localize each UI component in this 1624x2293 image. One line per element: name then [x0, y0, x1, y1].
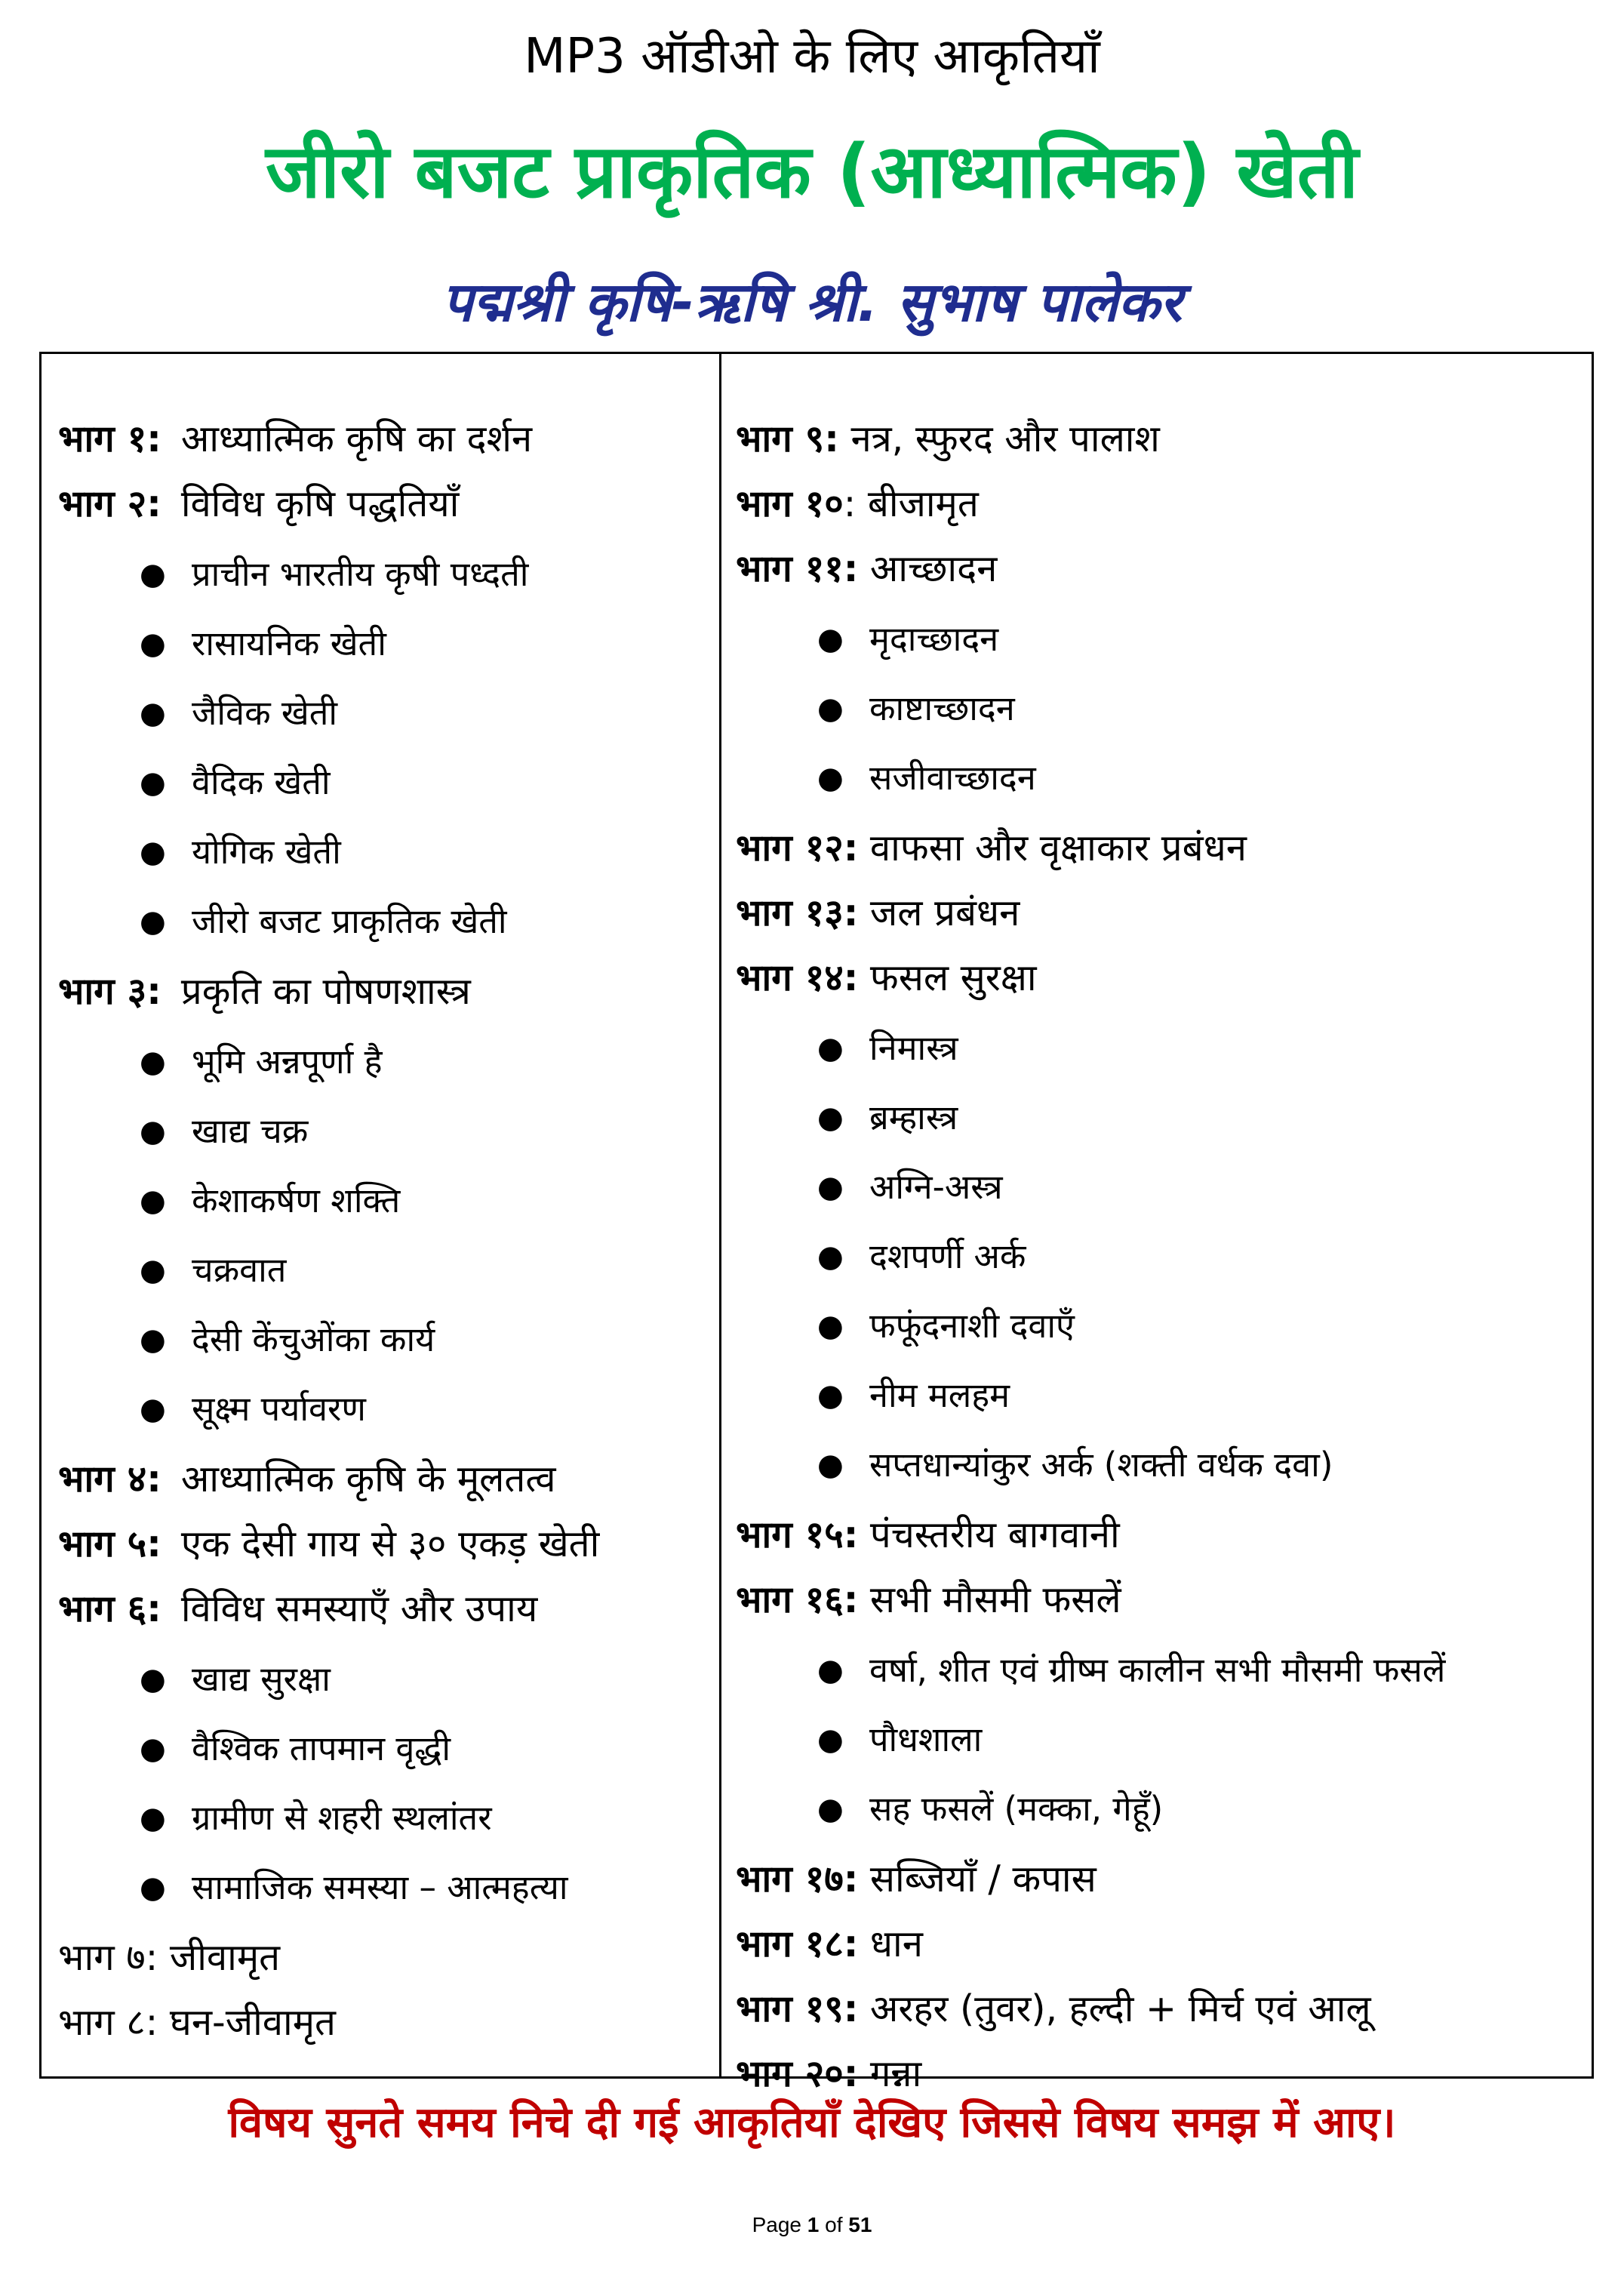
- bullet-icon: ●: [817, 1100, 844, 1135]
- list-item: ● जीरो बजट प्राकृतिक खेती: [58, 887, 707, 956]
- list-item: ● ब्रम्हास्त्र: [736, 1083, 1581, 1153]
- part-16: भाग १६: सभी मौसमी फसलें: [736, 1578, 1121, 1621]
- bullet-icon: ●: [140, 1253, 166, 1288]
- bullet-icon: ●: [140, 835, 166, 869]
- bullet-icon: ●: [140, 696, 166, 731]
- list-item: ● खाद्य चक्र: [58, 1097, 707, 1166]
- bullet-icon: ●: [817, 1309, 844, 1343]
- list-item: ● सजीवाच्छादन: [736, 743, 1581, 813]
- list-item: ● काष्टाच्छादन: [736, 674, 1581, 743]
- list-item: ● वैदिक खेती: [58, 748, 707, 817]
- bullet-icon: ●: [140, 765, 166, 800]
- list-item: ● ग्रामीण से शहरी स्थलांतर: [58, 1784, 707, 1853]
- part-3-subitems: [58, 1027, 707, 1444]
- list-item: ● रासायनिक खेती: [58, 609, 707, 679]
- list-item: ● योगिक खेती: [58, 817, 707, 887]
- list-item: ● निमास्त्र: [736, 1014, 1581, 1083]
- part-5: भाग ५: एक देसी गाय से ३० एकड़ खेती: [58, 1522, 600, 1565]
- toc-right-column: [736, 407, 1581, 2107]
- bullet-icon: ●: [140, 904, 166, 939]
- page-number: Page 1 of 51: [752, 2213, 872, 2236]
- part-10: भाग १०: बीजामृत: [736, 482, 979, 525]
- list-item: ● खाद्य सुरक्षा: [58, 1645, 707, 1714]
- part-6: भाग ६: विविध समस्याएँ और उपाय: [58, 1587, 538, 1630]
- list-item: ● प्राचीन भारतीय कृषी पध्दती: [58, 540, 707, 609]
- part-20: भाग २०: गन्ना: [736, 2052, 922, 2095]
- list-item: ● भूमि अन्नपूर्णा है: [58, 1027, 707, 1097]
- top-title: MP3 ऑडीओ के लिए आकृतियाँ: [524, 29, 1100, 85]
- part-3: भाग ३: प्रकृति का पोषणशास्त्र: [58, 970, 471, 1013]
- bullet-icon: ●: [817, 1170, 844, 1205]
- list-item: ● जैविक खेती: [58, 679, 707, 748]
- list-item: ● अग्नि-अस्त्र: [736, 1153, 1581, 1222]
- bullet-icon: ●: [140, 1045, 166, 1079]
- list-item: ● सप्तधान्यांकुर अर्क (शक्ती वर्धक दवा): [736, 1430, 1581, 1500]
- toc-box: [39, 352, 1594, 2095]
- list-item: ● चक्रवात: [58, 1236, 707, 1305]
- list-item: ● पौधशाला: [736, 1705, 1581, 1774]
- list-item: ● केशाकर्षण शक्ति: [58, 1166, 707, 1236]
- part-2: भाग २: विविध कृषि पद्धतियाँ: [58, 482, 460, 525]
- part-13: भाग १३: जल प्रबंधन: [736, 891, 1020, 934]
- toc-left-column: [58, 407, 707, 2055]
- bullet-icon: ●: [817, 691, 844, 726]
- part-18: भाग १८: धान: [736, 1922, 923, 1965]
- bullet-icon: ●: [140, 1322, 166, 1357]
- bullet-icon: ●: [140, 557, 166, 592]
- bullet-icon: ●: [140, 1662, 166, 1697]
- part-2-subitems: [58, 540, 707, 956]
- part-1: भाग १: आध्यात्मिक कृषि का दर्शन: [58, 417, 533, 460]
- bullet-icon: ●: [140, 1731, 166, 1766]
- list-item: ● सूक्ष्म पर्यावरण: [58, 1374, 707, 1444]
- part-12: भाग १२: वाफसा और वृक्षाकार प्रबंधन: [736, 826, 1247, 869]
- list-item: ● मृदाच्छादन: [736, 605, 1581, 674]
- part-7: भाग ७: जीवामृत: [58, 1936, 281, 1979]
- part-4: भाग ४: आध्यात्मिक कृषि के मूलतत्व: [58, 1457, 556, 1500]
- list-item: ● नीम मलहम: [736, 1361, 1581, 1430]
- bullet-icon: ●: [817, 1031, 844, 1066]
- bullet-icon: ●: [140, 626, 166, 661]
- list-item: ● सामाजिक समस्या – आत्महत्या: [58, 1853, 707, 1922]
- subtitle-author: पद्मश्री कृषि-ऋषि श्री. सुभाष पालेकर: [441, 270, 1183, 334]
- list-item: ● फफूंदनाशी दवाएँ: [736, 1291, 1581, 1361]
- bullet-icon: ●: [140, 1801, 166, 1836]
- list-item: ● सह फसलें (मक्का, गेहूँ): [736, 1774, 1581, 1844]
- bullet-icon: ●: [140, 1392, 166, 1427]
- bullet-icon: ●: [140, 1114, 166, 1149]
- part-16-subitems: [736, 1636, 1581, 1844]
- part-11-subitems: [736, 605, 1581, 813]
- bullet-icon: ●: [817, 761, 844, 796]
- bullet-icon: ●: [817, 1448, 844, 1482]
- list-item: ● दशपर्णी अर्क: [736, 1222, 1581, 1291]
- bullet-icon: ●: [817, 1722, 844, 1757]
- part-8: भाग ८: घन-जीवामृत: [58, 2001, 336, 2044]
- bullet-icon: ●: [817, 1653, 844, 1688]
- list-item: ● वैश्विक तापमान वृद्धी: [58, 1714, 707, 1784]
- bullet-icon: ●: [140, 1870, 166, 1905]
- part-14-subitems: [736, 1014, 1581, 1500]
- bullet-icon: ●: [817, 1378, 844, 1413]
- list-item: ● वर्षा, शीत एवं ग्रीष्म कालीन सभी मौसमी फसलें: [736, 1636, 1581, 1705]
- bullet-icon: ●: [817, 622, 844, 657]
- bullet-icon: ●: [140, 1183, 166, 1218]
- bullet-icon: ●: [817, 1239, 844, 1274]
- bullet-icon: ●: [817, 1792, 844, 1827]
- part-9: भाग ९: नत्र, स्फुरद और पालाश: [736, 417, 1160, 460]
- part-11: भाग ११: आच्छादन: [736, 547, 998, 590]
- part-15: भाग १५: पंचस्तरीय बागवानी: [736, 1513, 1120, 1556]
- main-title: जीरो बजट प्राकृतिक (आध्यात्मिक) खेती: [265, 129, 1358, 215]
- column-divider: [719, 354, 721, 2076]
- list-item: ● देसी केंचुओंका कार्य: [58, 1305, 707, 1374]
- part-6-subitems: [58, 1645, 707, 1922]
- part-14: भाग १४: फसल सुरक्षा: [736, 956, 1037, 999]
- part-19: भाग १९: अरहर (तुवर), हल्दी + मिर्च एवं आलू: [736, 1987, 1371, 2030]
- footer-note: विषय सुनते समय निचे दी गई आकृतियाँ देखिए जिससे विषय समझ में आए।: [228, 2098, 1396, 2147]
- part-17: भाग १७: सब्जियाँ / कपास: [736, 1857, 1097, 1901]
